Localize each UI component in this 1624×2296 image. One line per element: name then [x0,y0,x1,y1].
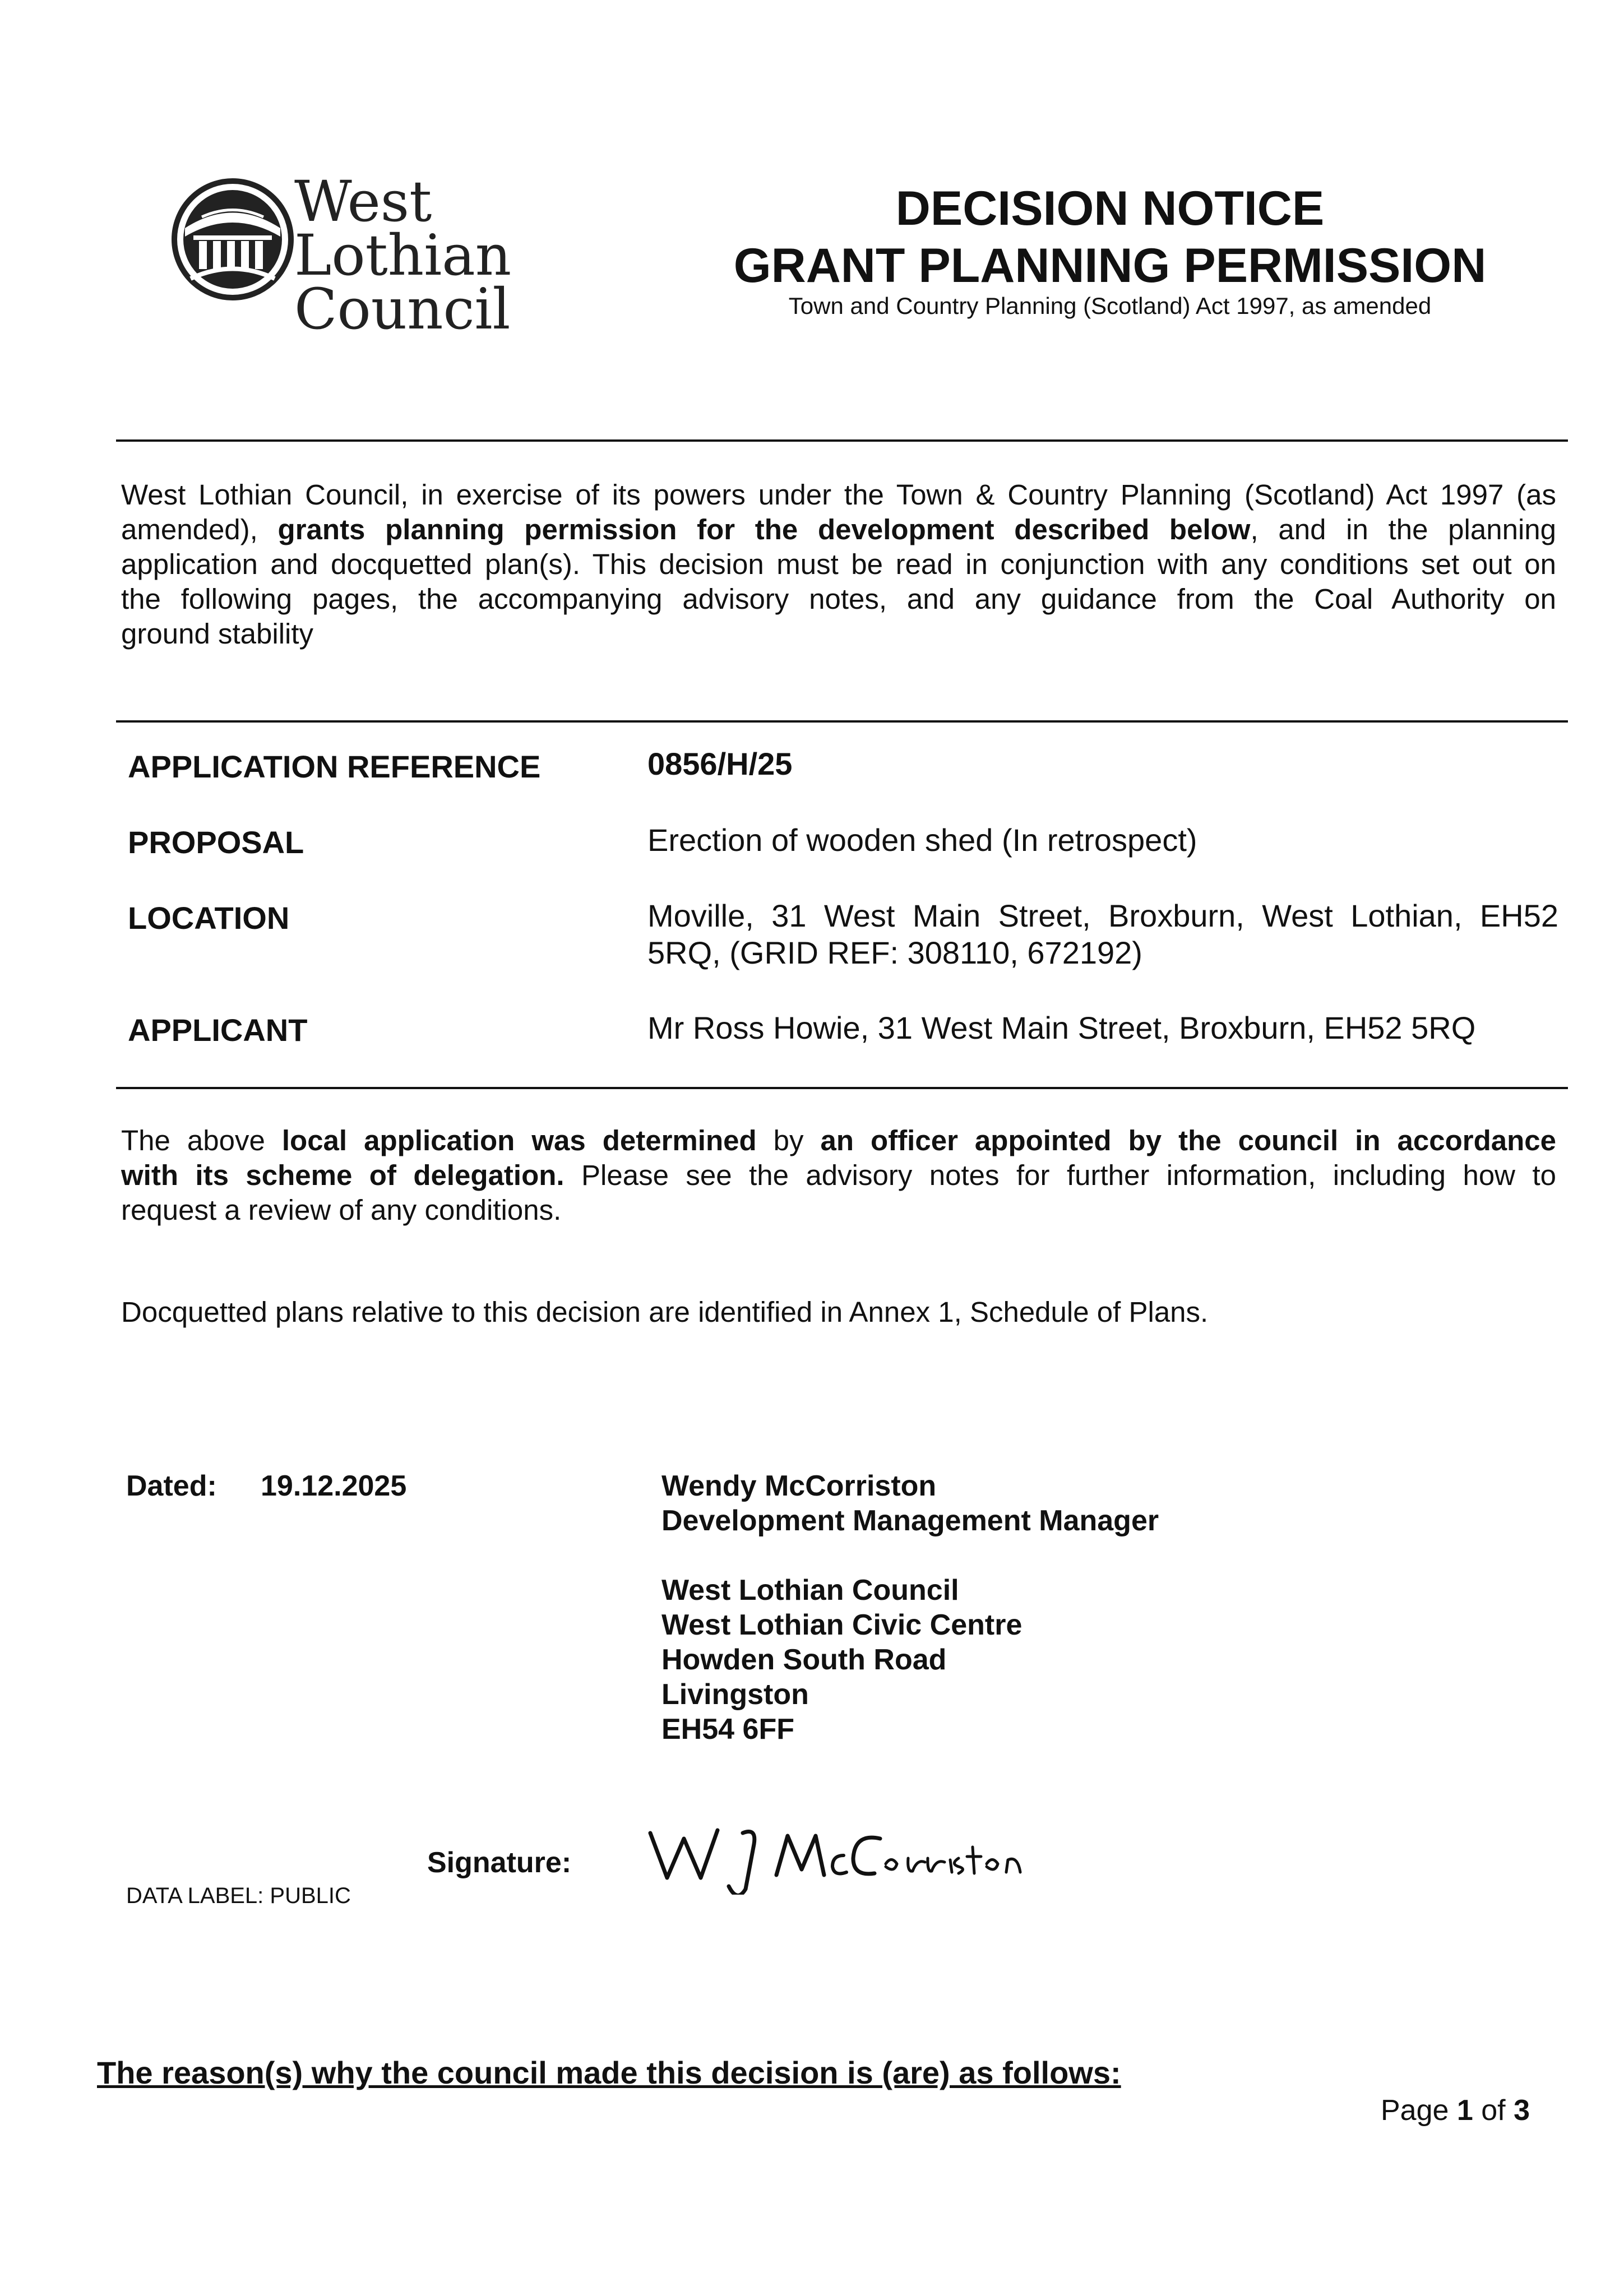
location-line: Moville, 31 West Main Street, Broxburn, West Lothian, EH52 [647,898,1558,933]
intro-line [121,512,1556,547]
logo-wordmark [294,169,617,342]
proposal-value: Erection of wooden shed (In retrospect) [647,822,1197,858]
notice-subtitle-permission: GRANT PLANNING PERMISSION [733,239,1487,293]
intro-line: ground stability [121,618,314,650]
intro-text: amended), [121,513,258,545]
divider [116,720,1568,723]
applicant-label: APPLICANT [128,1012,308,1048]
logo-line-2: Council [294,276,511,342]
determination-line [121,1123,1556,1158]
dated-value: 19.12.2025 [261,1470,407,1502]
divider [116,439,1568,442]
pager-current: 1 [1456,2094,1473,2127]
council-logo [168,169,617,342]
pager-prefix: Page [1380,2094,1449,2127]
officer-block [661,1469,1159,1747]
determination-text: by [773,1124,804,1156]
reasons-heading: The reason(s) why the council made this decision is (are) as follows: [97,2055,1121,2090]
determination-bold-text: with its scheme of delegation. [121,1159,565,1191]
address-line: Livingston [661,1678,809,1711]
application-reference-value: 0856/H/25 [647,746,793,781]
intro-line: application and docquetted plan(s). This decision must be read in conjunction with any conditions set out on [121,548,1556,580]
intro-bold-text: grants planning permission for the development described below [277,513,1251,545]
dated-label: Dated: [126,1470,217,1502]
council-emblem-icon [168,175,297,304]
location-line: 5RQ, (GRID REF: 308110, 672192) [647,935,1142,970]
location-label: LOCATION [128,900,290,936]
determination-line [121,1158,1556,1193]
determination-line: request a review of any conditions. [121,1194,562,1226]
officer-name: Wendy McCorriston [661,1470,937,1502]
determination-bold-text: local application was determined [281,1124,757,1156]
determination-text: The above [121,1124,265,1156]
address-line: West Lothian Council [661,1574,959,1607]
data-label: DATA LABEL: PUBLIC [126,1883,351,1908]
logo-line-1: West Lothian [294,169,512,288]
location-value [647,897,1558,971]
pager-total: 3 [1514,2094,1530,2127]
divider [116,1087,1568,1089]
docquetted-note [121,1295,1556,1330]
determination-bold-text: an officer appointed by the council in accordance [820,1124,1556,1156]
intro-line: West Lothian Council, in exercise of its powers under the Town & Country Planning (Scotland) Act 1997 (as [121,479,1556,511]
page-indicator [1381,2094,1530,2127]
notice-title: DECISION NOTICE [895,182,1325,235]
officer-title: Development Management Manager [661,1505,1159,1537]
intro-line: the following pages, the accompanying advisory notes, and any guidance from the Coal Authority on [121,583,1556,615]
applicant-value: Mr Ross Howie, 31 West Main Street, Broxburn, EH52 5RQ [647,1010,1476,1045]
proposal-label: PROPOSAL [128,825,304,860]
signature-label: Signature: [427,1846,572,1879]
docquetted-text: Docquetted plans relative to this decision are identified in Annex 1, Schedule of Plans. [121,1296,1209,1328]
address-line: West Lothian Civic Centre [661,1609,1022,1641]
intro-text: , and in the planning [1250,513,1557,545]
intro-paragraph [121,478,1556,651]
act-reference: Town and Country Planning (Scotland) Act 1997, as amended [788,293,1432,319]
pager-of: of [1481,2094,1506,2127]
determination-text: Please see the advisory notes for further information, including how to [581,1159,1556,1191]
address-line: EH54 6FF [661,1713,794,1746]
application-reference-label: APPLICATION REFERENCE [128,749,541,784]
address-line: Howden South Road [661,1644,947,1676]
signature-image [645,1811,1048,1895]
determination-paragraph [121,1123,1556,1228]
